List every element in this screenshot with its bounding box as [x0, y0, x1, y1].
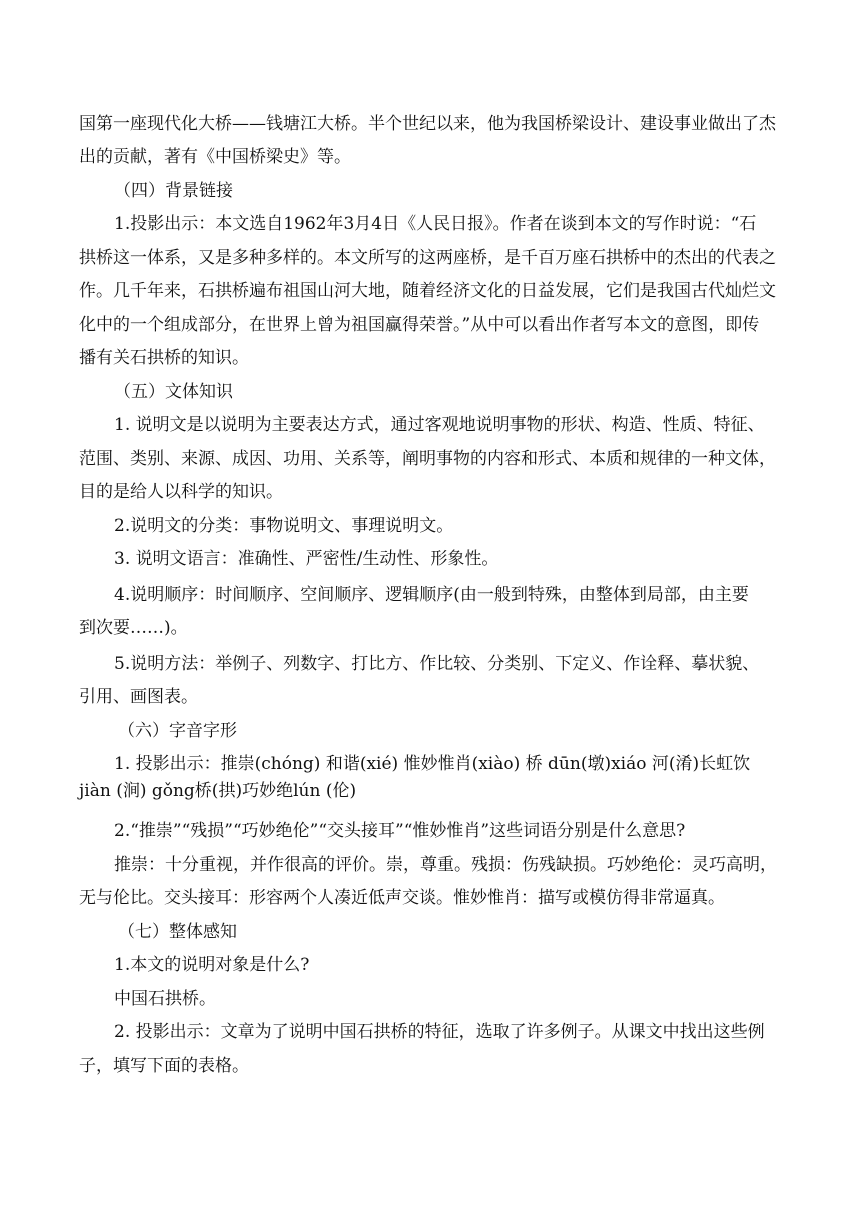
body-text-line: 范围、类别、来源、成因、功用、关系等，阐明事物的内容和形式、本质和规律的一种文体， [79, 449, 776, 469]
body-text-line: 推崇：十分重视，并作很高的评价。崇，尊重。残损：伤残缺损。巧妙绝伦：灵巧高明， [114, 855, 777, 875]
section-heading: （四）背景链接 [114, 181, 233, 201]
body-text-line: jiàn (涧) gǒng桥(拱)巧妙绝lún (伦) [79, 781, 357, 801]
body-text-line: 2.“推崇”“残损”“巧妙绝伦”“交头接耳”“惟妙惟肖”这些词语分别是什么意思? [114, 821, 686, 841]
body-text-line: 1. 投影出示：推崇(chóng) 和谐(xié) 惟妙惟肖(xiào) 桥 dūn(墩)xiáo 河(淆)长虹饮 [114, 754, 751, 774]
body-text-line: 2. 投影出示：文章为了说明中国石拱桥的特征，选取了许多例子。从课文中找出这些例 [114, 1022, 765, 1042]
body-text-line: 无与伦比。交头接耳：形容两个人凑近低声交谈。惟妙惟肖：描写或模仿得非常逼真。 [79, 888, 725, 908]
body-text-line: 子，填写下面的表格。 [79, 1056, 249, 1076]
body-text-line: 2.说明文的分类：事物说明文、事理说明文。 [114, 516, 454, 536]
section-heading: （六）字音字形 [118, 721, 237, 741]
body-text-line: 作。几千年来，石拱桥遍布祖国山河大地，随着经济文化的日益发展，它们是我国古代灿烂文 [79, 281, 776, 301]
body-text-line: 3. 说明文语言：准确性、严密性/生动性、形象性。 [114, 549, 499, 569]
body-text-line: 出的贡献，著有《中国桥梁史》等。 [79, 147, 351, 167]
body-text-line: 化中的一个组成部分，在世界上曾为祖国赢得荣誉。”从中可以看出作者写本文的意图，即传 [79, 315, 760, 335]
body-text-line: 中国石拱桥。 [114, 989, 216, 1009]
body-text-line: 4.说明顺序：时间顺序、空间顺序、逻辑顺序(由一般到特殊，由整体到局部，由主要 [114, 585, 749, 605]
section-heading: （五）文体知识 [114, 382, 233, 402]
section-heading: （七）整体感知 [118, 922, 237, 942]
body-text-line: 到次要……)。 [79, 618, 188, 638]
body-text-line: 引用、画图表。 [79, 687, 198, 707]
body-text-line: 目的是给人以科学的知识。 [79, 482, 283, 502]
body-text-line: 5.说明方法：举例子、列数字、打比方、作比较、分类别、下定义、作诠释、摹状貌、 [114, 654, 760, 674]
body-text-line: 1.本文的说明对象是什么? [114, 955, 310, 975]
body-text-line: 1. 说明文是以说明为主要表达方式，通过客观地说明事物的形状、构造、性质、特征、 [114, 415, 765, 435]
body-text-line: 拱桥这一体系，又是多种多样的。本文所写的这两座桥，是千百万座石拱桥中的杰出的代表之 [79, 248, 776, 268]
body-text-line: 1.投影出示：本文选自1962年3月4日《人民日报》。作者在谈到本文的写作时说：“石 [114, 214, 757, 234]
body-text-line: 国第一座现代化大桥——钱塘江大桥。半个世纪以来，他为我国桥梁设计、建设事业做出了杰 [79, 114, 776, 134]
body-text-line: 播有关石拱桥的知识。 [79, 348, 249, 368]
